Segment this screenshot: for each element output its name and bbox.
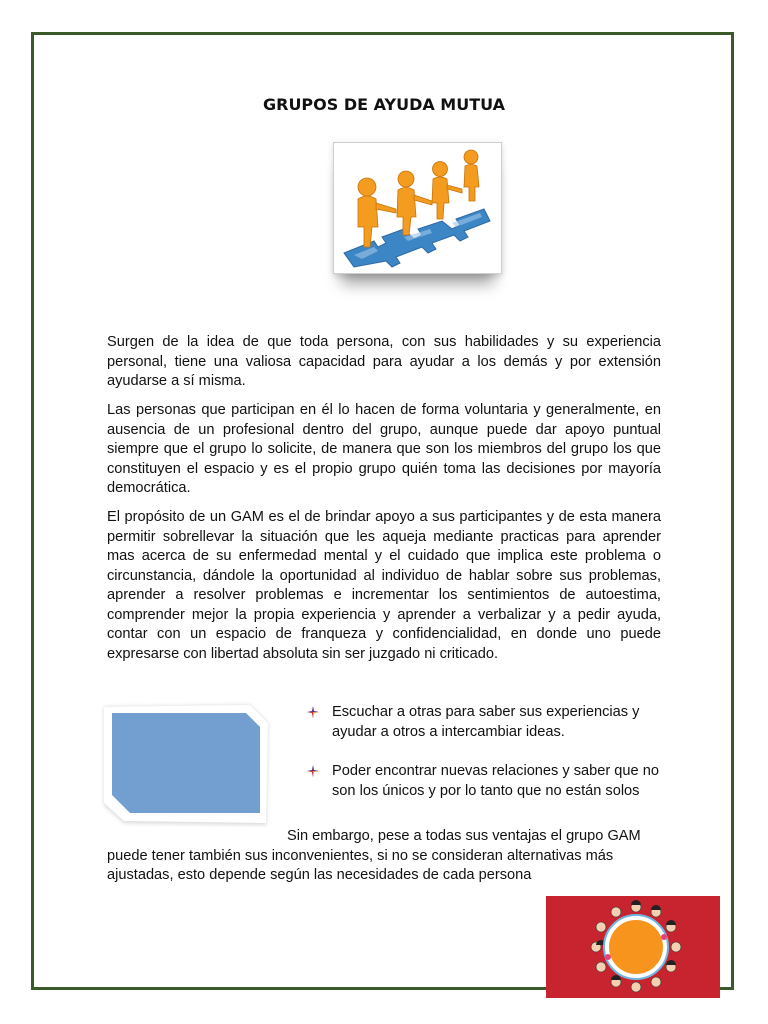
document-title: GRUPOS DE AYUDA MUTUA — [262, 95, 506, 114]
paragraph-1: Surgen de la idea de que toda persona, con sus habilidades y su experiencia personal, tiene una valiosa capacidad para ayudar a los demás y por extensión ayudarse a sí misma. — [107, 334, 661, 389]
people-circle-icon — [546, 896, 720, 998]
list-item — [307, 762, 667, 801]
four-point-star-icon — [307, 706, 319, 718]
list-item — [307, 703, 667, 742]
benefits-list — [307, 703, 667, 821]
bullet-text: Escuchar a otras para saber sus experiencias y ayudar a otros a intercambiar ideas. — [332, 704, 640, 740]
four-point-star-icon — [307, 765, 319, 777]
blue-shape-image — [100, 701, 272, 827]
people-on-puzzle-icon — [333, 142, 502, 274]
bullet-text: Poder encontrar nuevas relaciones y saber que no son los únicos y por lo tanto que no están solos — [332, 763, 659, 799]
paragraph-2: Las personas que participan en él lo hacen de forma voluntaria y generalmente, en ausencia de un profesional dentro del grupo, aunque puede dar apoyo puntual siempre que el grupo lo solicite, de manera que son los miembros del grupo los que constituyen el espacio y es el propio grupo quién toma las decisiones por mayoría democrática. — [107, 402, 661, 496]
paragraph-3: El propósito de un GAM es el de brindar apoyo a sus participantes y de esta manera permitir sobrellevar la situación que les aqueja mediante practicas para aprender mas acerca de su enfermedad mental y el cuidado que implica este problema o circunstancia, dándole la oportunidad al individuo de hablar sobre sus problemas, aprender a resolver problemas e incrementar los sentimientos de autoestima, comprender mejor la propia experiencia y aprender a verbalizar y a pedir ayuda, contar con un espacio de franqueza y confidencialidad, en donde uno puede expresarse con libertad absoluta sin ser juzgado ni criticado. — [107, 509, 661, 662]
closing-paragraph: Sin embargo, pese a todas sus ventajas el grupo GAM puede tener también sus inconvenientes, si no se consideran alternativas más ajustadas, esto depende según las necesidades de cada persona — [107, 828, 641, 883]
